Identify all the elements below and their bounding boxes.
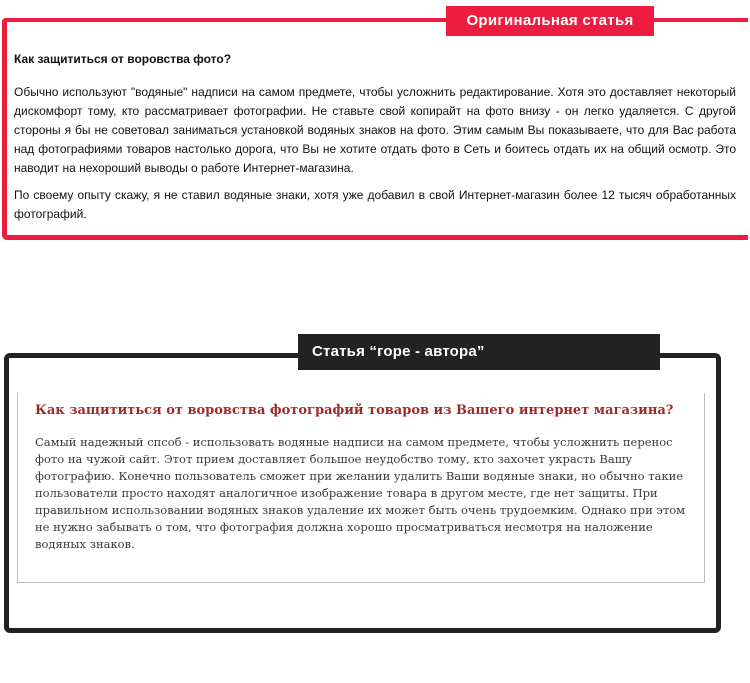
original-article-badge: Оригинальная статья <box>446 6 654 36</box>
original-article-paragraph-2: По своему опыту скажу, я не ставил водяные знаки, хотя уже добавил в свой Интернет-магазин более 12 тысяч обработанных фотографий. <box>14 188 736 221</box>
original-article-paragraph-1: Обычно используют "водяные" надписи на самом предмете, чтобы усложнить редактирование. Хотя это доставляет некоторый дискомфорт тому, кто рассматривает фотографии. Не ставьте свой копирайт на фото внизу - он легко удаляется. С другой стороны я бы не советовал заниматься установкой водяных знаков на фото. Этим самым Вы показываете, что для Вас работа над фотографиями товаров настолько дорога, что Вы не хотите отдать фото в Сеть и боитесь отдать их на общий осмотр. Это наводит на нехороший выводы о работе Интернет-магазина. <box>14 85 736 175</box>
copy-article-title: Как защититься от воровства фотографий товаров из Вашего интернет магазина? <box>35 403 674 418</box>
original-article-title: Как защититься от воровства фото? <box>14 52 232 66</box>
original-article-content <box>14 50 736 232</box>
copy-article-content <box>35 402 695 553</box>
copy-article-badge: Статья “горе - автора” <box>298 334 660 370</box>
copy-article-paragraph: Самый надежный спсоб - использовать водяные надписи на самом предмете, чтобы усложнить перенос фото на чужой сайт. Этот прием доставляет большое неудобство тому, кто захочет украсть Вашу фотографию. Конечно пользователь сможет при желании удалить Ваши водяные знаки, но обычно такие пользователи просто находят аналогичное изображение товара в другом месте, где нет защиты. При правильном использовании водяных знаков удаление их может быть очень трудоемким. Однако при этом не нужно забывать о том, что фотография должна хорошо просматриваться несмотря на наложение водяных знаков. <box>35 435 686 551</box>
